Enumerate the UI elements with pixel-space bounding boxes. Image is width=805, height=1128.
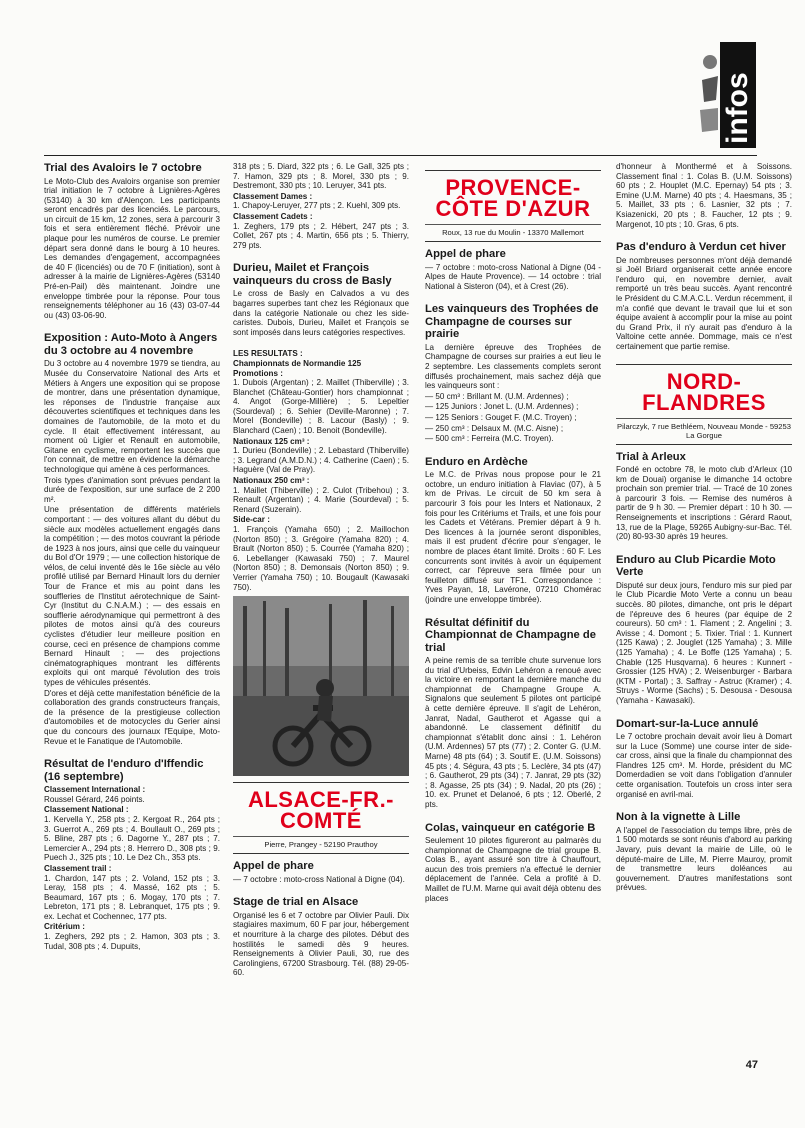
article-body: A peine remis de sa terrible chute survenue lors du trial d'Urbeiss, Edvin Lehéron a renoué avec la victoire en remportant la dernière manche du championnat de Champagne Groupe A. Signalons que seulement 5 pilotes ont participé à cette dernière épreuve. Il s'agit de Lehéron, Janrat, Nadal, Gautherot et Agasse qui a abandonné. Le classement définitif du championnat s'établit donc ainsi : 1. Lehéron (U.M. Ardennes) 57 pts (77) ; 2. Conter G. (U.M. Marne) 48 pts (64) ; 3. Soutif E. (U.M. Soissons) 45 pts ; 4. Ségura, 43 pts ; 5. Leclère, 34 pts (47) ; 6. Gautherot, 29 pts (34) ; 7. Janrat, 29 pts (32) ; 8. Agasse, 25 pts (34) ; 9. Nadal, 20 pts (26) ; 10. ex. Prunet et Delanoé, 6 pts ; 12. Oberlé, 2 pts. [425,656,601,809]
header-rule [44,155,757,156]
article-title: Colas, vainqueur en catégorie B [425,821,596,834]
article-body: Une présentation de différents matériels comportant : — des voitures allant du début du siècle aux modèles actuellement engagés dans la compétition ; — des motos couvrant la période de 1923 à nos jours, ainsi que celle du vainqueur du Bol d'Or 1979 ; — une collection historique de vélos, de celui inventé dès le 16e siècle au vélo profilé utilisé par Bernard Hinault lors du dernier Tour de France et mis au point dans les souffleries de l'Institut aérotechnique de Saint-Cyr (Institut du C.N.A.M.) ; — des essais en soufflerie aérodynamique qui permettront à des pilotes de motos ainsi qu'à des coureurs cyclistes d'étudier leur meilleure position en course, ceci en présence de champions comme Bernard Hinault ; — des projections cinématographiques montrant les différents exploits qui ont marqué l'évolution des trois types de véhicules présentés. [44,505,220,687]
results-text: 1. Kervella Y., 258 pts ; 2. Kergoat R., 264 pts ; 3. Guerrot A., 269 pts ; 4. Boullault O., 269 pts ; 5. Bline, 287 pts ; 6. Dagorne Y., 287 pts ; 7. Lemercier A., 294 pts ; 8. Herrero D., 308 pts ; 9. Puech J., 325 pts ; 10. Le Dez Ch., 353 pts. [44,814,220,863]
infos-logo [700,40,758,150]
article-body: — 7 octobre : moto-cross National à Digne (04). [233,874,405,884]
results-label: Classement National : [44,805,129,815]
article-body: Le Moto-Club des Avaloirs organise son premier trial initiation le 7 octobre à Lignières-Agères (53140) à 30 km d'Alençon. Les participants seront encadrés par des licenciés. Le parcours, un circuit de 15 km, 12 zones, sera à parcourir 3 fois et sera entièrement fléché. Prévoir une plaque pour les numéros de course. Le premier départ sera donné dans le bourg à 10 heures. Les demandes d'engagement, accompagnées de 40 F (licenciés) ou de 70 F (initiation), sont à adresser à la mairie de Lignières-Agères (53140 Pré-en-Pail) dès maintenant. Joindre une enveloppe timbrée pour la réponse. Pour tous renseignements téléphoner au 16 (43) 03-07-44 ou (43) 03-06-90. [44,176,220,320]
region-address: Roux, 13 rue du Moulin - 13370 Mallemort [425,224,601,237]
article-body: Disputé sur deux jours, l'enduro mis sur pied par le Club Picardie Moto Verte a connu un beau succès. 80 pilotes, dimanche, ont pris le départ de l'épreuve des 6 heures (par équipe de 2 coureurs). 50 cm³ : 1. Flament ; 2. Angelini ; 3. Avisse ; 4. Domont ; 5. Tixier. Trial : 1. Kunnert (125 Kawa) ; 2. Jouglet (125 Yamaha) ; 3. Mille (125 Yamaha) ; 4. Le Boffe (125 Yamaha) ; 5. Chable (125 Husqvarna). 6 heures : Kunnert - Grossier (125 HVA) ; 2. Weisenburger - Barbara (KTM - Portal) ; 3. Saffray - Astruc (Kramer) ; 4. Struys - Worme (Sachs) ; 5. Desousa - Desousa (Yamaha - Kawasaki). [616,580,792,705]
region-name: ALSACE-FR.-COMTÉ [247,787,395,834]
article-title: Domart-sur-la-Luce annulé [616,717,759,730]
region-header [616,364,792,445]
column-4 [616,162,792,894]
results-label: Classement Cadets : [233,211,313,221]
results-label: Side-car : [233,515,270,525]
region-name: PROVENCE-CÔTE D'AZUR [435,175,591,221]
article-body: A l'appel de l'association du temps libre, près de 1 500 motards se sont réunis d'abord au parking Javary, puis devant la mairie de Lille, où le député-maire de Lille, M. Pierre Mauroy, promit de transmettre leurs doléances au gouvernement. D'autres manifestations sont prévues. [616,825,792,893]
region-header [425,170,601,242]
results-label: Promotions : [233,368,283,378]
results-text: 1. Zeghers, 292 pts ; 2. Hamon, 303 pts ; 3. Tudal, 308 pts ; 4. Dupuits, [44,932,220,951]
article-title: Non à la vignette à Lille [616,811,741,824]
results-subheading: Championnats de Normandie 125 [233,358,362,368]
article-title: Résultat de l'enduro d'Iffendic (16 septembre) [44,758,204,783]
region-address: Pilarczyk, 7 rue Bethléem, Nouveau Monde - 59253 La Gorgue [616,418,792,440]
results-label: Classement International : [44,785,146,795]
article-body: Le M.C. de Privas nous propose pour le 21 octobre, un enduro initiation à Flaviac (07), à 5 km de Privas. Le circuit de 50 km sera à parcourir 3 fois pour les Inters et Nationaux, 2 fois pour les Critériums et Trails, et une fois pour les Cadets et Vétérans. Premier départ à 9 h. Des licences à la journée seront disponibles, mais il est prudent d'écrire pour s'engager, le nombre de places étant limité. Droits : 60 F. Les concurrents sont invités à avoir un équipement correct, car l'épreuve sera filmée pour un feuilleton diffusé sur TF1. Correspondance : Yves Payan, 18, Lavérone, 07210 Chomérac (joindre une enveloppe timbrée). [425,470,601,604]
article-body: Du 3 octobre au 4 novembre 1979 se tiendra, au Musée du Conservatoire National des Arts et Métiers à Angers une exposition qui se propose de montrer, dans une présentation dynamique, les réponses de l'industrie française aux découvertes scientifiques et techniques dans les domaines de l'automobile, de la moto et du cycle. Il était effectivement intéressant, au moment où Ligier et Renault en automobile, Gitane en cyclisme, remportent les succès que l'on connait, de mettre en évidence la démarche technologique qui amène à ces performances. [44,359,220,474]
article-title: Trial à Arleux [616,450,686,463]
article-title: Trial des Avaloirs le 7 octobre [44,162,202,174]
results-text: d'honneur à Monthermé et à Soissons. Classement final : 1. Colas B. (U.M. Soissons) 60 pts ; 2. Houplet (M.C. Epernay) 54 pts ; 3. Emine (U.M. Marne) 40 pts ; 4. Haesmans, 35 ; 5. Maillet, 33 pts ; 6. Lasnier, 32 pts ; 7. Ksiazenicki, 20 pts ; 8. Faucher, 12 pts ; 9. Margenot, 10 pts ; 10. Gras, 6 pts. [616,162,792,229]
article-body: Seulement 10 pilotes figureront au palmarès du championnat de Champagne de trial groupe B. Colas B., ayant assuré son titre à Chauffourt, aucun des trois premiers n'a effectué le dernier déplacement de l'année. Cela a profité à D. Maillet de l'U.M. Marne qui avait déjà obtenu des places [425,836,601,903]
page-number: 47 [745,1059,758,1071]
region-name: NORD-FLANDRES [642,368,766,415]
results-label: Nationaux 250 cm³ : [233,476,310,486]
article-body: La dernière épreuve des Trophées de Champagne de courses sur prairies a eut lieu le 2 septembre. Les classements complets seront diffusés prochainement, mais sachez déjà que les vainqueurs sont : [425,342,601,391]
results-label: Nationaux 125 cm³ : [233,436,310,446]
article-title: Enduro en Ardèche [425,455,528,468]
results-text: Roussel Gérard, 246 points. [44,794,145,804]
article-title: Enduro au Club Picardie Moto Verte [616,553,776,579]
results-text: 1. Maillet (Thiberville) ; 2. Culot (Tribehou) ; 3. Renault (Argentan) ; 4. Marie (Sourdeval) ; 5. Renard (Suzerain). [233,485,409,514]
motocross-photo [233,596,409,776]
article-title: Pas d'enduro à Verdun cet hiver [616,241,786,254]
column-2 [233,162,409,979]
article-title: Résultat définitif du Championnat de Champagne de trial [425,616,596,654]
region-address: Pierre, Prangey - 52190 Prauthoy [233,836,409,849]
column-3 [425,162,601,904]
results-text: 1. Zeghers, 179 pts ; 2. Hébert, 247 pts ; 3. Collet, 267 pts ; 4. Martin, 656 pts ; 5. Thierry, 279 pts. [233,221,409,250]
results-text: 1. Dubois (Argentan) ; 2. Maillet (Thiberville) ; 3. Blanchet (Château-Gontier) hors championnat ; 4. Angot (Gorge-Millière) ; 5. Lepeltier (Sourdeval) ; 6. Sehier (Deville-Maronne) ; 7. Morel (Bondeville) ; 8. Lacour (Basly) ; 9. Blanchard (Caen) ; 10. Benoit (Bondeville). [233,378,409,436]
article-body: Organisé les 6 et 7 octobre par Olivier Pauli. Dix stagiaires maximum, 60 F par jour, hébergement et nourriture à la charge des pilotes. Début des hostilités le samedi dès 9 heures. Renseignements à Olivier Pauli, 30, rue des Carolingiens, 67200 Strasbourg. Tél. (88) 29-05-60. [233,910,409,978]
results-text: — 125 Juniors : Jonet L. (U.M. Ardennes) ; [425,402,579,412]
results-label: Critérium : [44,922,85,932]
article-title: Appel de phare [425,248,506,260]
results-text: — 250 cm³ : Delsaux M. (M.C. Aisne) ; [425,423,564,433]
results-text: 1. François (Yamaha 650) ; 2. Maillochon (Norton 850) ; 3. Grégoire (Yamaha 820) ; 4. Brault (Norton 850) ; 5. Courrée (Yamaha 820) ; 6. Lebellanger (Kawasaki 750) ; 7. Maurel (Norton 850) ; 8. Demonsais (Norton 850) ; 9. Verrier (Yamaha 750) ; 10. Bougault (Kawasaki 750). [233,525,409,592]
article-title: Exposition : Auto-Moto à Angers du 3 octobre au 4 novembre [44,332,218,357]
article-body: Trois types d'animation sont prévues pendant la durée de l'exposition, sur une surface de 2 200 m². [44,475,220,504]
results-label: Classement Dames : [233,191,313,201]
results-text: — 500 cm³ : Ferreira (M.C. Troyen). [425,434,554,444]
results-text: 318 pts ; 5. Diard, 322 pts ; 6. Le Gall, 325 pts ; 7. Hamon, 329 pts ; 8. Morel, 330 pts ; 9. Destremont, 330 pts ; 10. Leruyer, 341 pts. [233,162,409,191]
article-body: De nombreuses personnes m'ont déjà demandé si Joël Briard organiserait cette année encore l'enduro qui, en novembre dernier, avait remporté un très beau succès. Ayant rencontré le Président du C.M.A.C.L. Verdun récemment, il m'a confié que devant le travail que lui et son équipe avaient à accomplir pour la mise au point du Grand Prix, il n'y aurait pas d'enduro à la Valtoine cette année. Dommage, mais ce n'est certainement que partie remise. [616,255,792,351]
article-body: — 7 octobre : moto-cross National à Digne (04 - Alpes de Haute Provence). — 14 octobre : trial National à Sisteron (04), et à Crest (26). [425,262,601,291]
article-title: Les vainqueurs des Trophées de Champagne de courses sur prairie [425,303,599,341]
article-title: Appel de phare [233,860,314,873]
column-1 [44,162,220,952]
article-body: Le cross de Basly en Calvados a vu des bagarres superbes tant chez les Régionaux que dans la catégorie Nationale ou chez les side-caristes. Dubois, Durieu, Mailet et François se sont imposés dans leurs catégories respectives. [233,289,409,337]
results-text: — 50 cm³ : Brillant M. (U.M. Ardennes) ; [425,391,569,401]
logo-text: infos [721,72,754,144]
article-body: D'ores et déjà cette manifestation bénéficie de la collaboration des grands constructeurs français, de la présence de la prestigieuse collection d'automobiles et de motocycles du Gerier ainsi que du concours des journaux l'Equipe, Moto-Revue et le Fanatique de l'Automobile. [44,688,220,746]
article-body: Le 7 octobre prochain devait avoir lieu à Domart sur la Luce (Somme) une course inter de side-car cross, ainsi que la finale du championnat des Flandres 125 cm³. M. Horde, président du MC Domerdadien se voit dans l'obligation d'annuler cette organisation. Toutefois un cross inter sera organisé en avril-mai. [616,732,792,799]
article-title: Durieu, Mailet et François vainqueurs du cross de Basly [233,262,392,287]
region-header [233,782,409,854]
results-heading: LES RESULTATS : [233,349,303,359]
results-text: 1. Durieu (Bondeville) ; 2. Lebastard (Thiberville) ; 3. Legrand (A.M.D.N.) ; 4. Catherine (Caen) ; 5. Haguère (Val de Pray). [233,446,409,475]
results-text: 1. Chardon, 147 pts ; 2. Voland, 152 pts ; 3. Leray, 158 pts ; 4. Massé, 162 pts ; 5. Beaumard, 167 pts ; 6. Mogay, 170 pts ; 7. Lebreton, 171 pts ; 8. Lebranquet, 175 pts ; 9. ex. Lechat et Cochennec, 177 pts. [44,873,220,921]
article-body: Fondé en octobre 78, le moto club d'Arleux (10 km de Douai) organise le dimanche 14 octobre prochain son premier trial. — Tracé de 10 zones à parcourir 3 fois. — Remise des numéros à partir de 9 h 30. — Premier départ : 10 h 30. — Renseignements et inscriptions : Gérard Raout, 13, rue de la Plage, 59265 Aubigny-sur-Bac. Tél. (20) 80-93-30 après 19 heures. [616,465,792,542]
article-title: Stage de trial en Alsace [233,896,359,909]
results-text: 1. Chapoy-Leruyer, 277 pts ; 2. Kuehl, 309 pts. [233,201,401,211]
results-text: — 125 Seniors : Gouget F. (M.C. Troyen) ; [425,412,577,422]
results-label: Classement trail : [44,863,112,873]
